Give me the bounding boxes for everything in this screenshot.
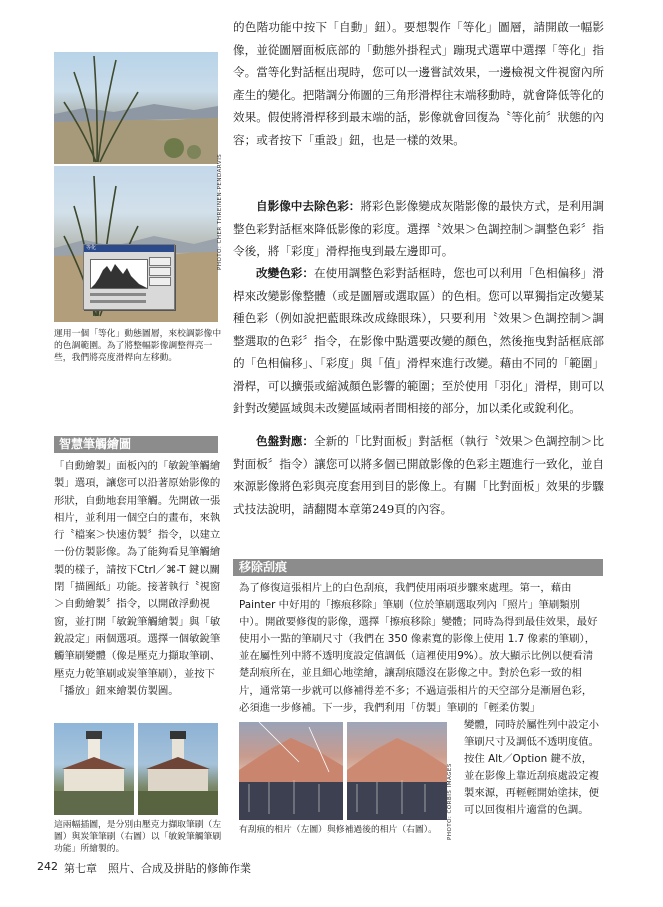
label-change-color: 改變色彩： [256,266,314,280]
scratched-illustration [239,722,343,820]
photo-credit-vertical-2: PHOTO: CORBIS IMAGES [447,763,453,840]
scratch-box-heading: 移除刮痕 [233,559,603,576]
brightness-slider[interactable] [90,293,146,296]
sidebar-body: 「自動繪製」面板內的「敏銳筆觸繪製」選項，讓您可以沿著原始影像的形狀，自動地套用筆觸。先開啟一張相片，並利用一個空白的畫布，來執行〝檔案＞快速仿製〞指令，以建立一份仿製影像。為了能夠看見筆觸繪製的樣子，請按下Ctrl／⌘-T 鍵以關閉「描圖紙」功能。接著執行〝視窗＞自動繪製〞指令，以開啟浮動視窗，並打開「敏銳筆觸繪製」與「敏銳設定」兩個選項。選擇一個敏銳筆觸筆刷變體（像是壓克力擷取筆刷、壓克力乾筆刷或炭筆筆刷），並按下「播放」鈕來繪製仿製圖。 [54,460,221,697]
dialog-reset-button[interactable] [149,277,171,286]
paragraph-remove-color [233,195,604,263]
lighthouse-left-illustration [54,723,134,815]
photo-credit-vertical: PHOTO: CHER THREINEN-PENDARVIS [217,153,223,270]
label-remove-color: 自影像中去除色彩： [256,199,361,213]
paragraph-match-palette [233,430,604,520]
repaired-illustration [347,722,447,820]
photo-repaired [347,722,447,820]
gamma-slider[interactable] [90,300,146,303]
chapter-title: 第七章 照片、合成及拼貼的修飾作業 [64,862,251,875]
photo-scratched [239,722,343,820]
caption-lighthouse: 這兩幅插圖，是分別由壓克力擷取筆刷（左圖）與炭筆筆刷（右圖）以「敏銳筆觸筆刷功能」所繪製的。 [54,820,222,854]
sidebar-heading: 智慧筆觸繪圖 [54,436,218,453]
lighthouse-right-illustration [138,723,218,815]
photo-desert-top [54,52,218,164]
scratch-box-tail: 變體，同時於屬性列中設定小筆刷尺寸及調低不透明度值。按住 Alt／Option 鍵不放，並在影像上靠近刮痕處設定複製來源，再輕輕開始塗抹，便可以回復相片適當的色調。 [464,719,600,817]
equalize-dialog [83,244,175,310]
dialog-ok-button[interactable] [149,257,171,266]
histogram-graph [91,260,147,288]
histogram [90,259,148,289]
caption-levels: 運用一個「等化」動態圖層，來校調影像中的色調範圍。為了將整幅影像調整得亮一些，我們將亮度滑桿向左移動。 [54,329,222,363]
caption-scratch: 有刮痕的相片（左圖）與修補過後的相片（右圖）。 [239,825,437,835]
paragraph-equalize: 的色階功能中按下「自動」鈕）。要想製作「等化」圖層，請開啟一幅影像，並從圖層面板底部的「動態外掛程式」蹦現式選單中選擇「等化」指令。當等化對話框出現時，您可以一邊嘗試效果，一邊檢視文件視窗內所產生的變化。把階調分佈圖的三角形滑桿往末端移動時，就會降低等化的效果。假使將滑桿移到最末端的話，影像就會回復為〝等化前〞狀態的內容；或者按下「重設」鈕，也是一樣的效果。 [233,20,605,147]
text-change-color: 在使用調整色彩對話框時，您也可以利用「色相偏移」滑桿來改變影像整體（或是圖層或選取區）的色相。您可以單獨指定改變某種色彩（例如說把藍眼珠改成綠眼珠），只要利用〝效果＞色調控制＞調整選取的色彩〞指令，在影像中點選要改變的顏色，然後拖曳對話框底部的「色相偏移」、「彩度」與「值」滑桿來進行改變。藉由不同的「範圍」滑桿，可以擴張或縮減顏色影響的範圍；至於使用「羽化」滑桿，則可以針對改變區域與未改變區域兩者間相接的部分，加以柔化或銳利化。 [233,266,605,415]
paragraph-change-color [233,262,604,420]
label-match-palette: 色盤對應： [256,434,314,448]
dialog-cancel-button[interactable] [149,267,171,276]
photo-lighthouse-charcoal [138,723,218,815]
text-remove-color: 將彩色影像變成灰階影像的最快方式，是利用調整色彩對話框來降低影像的彩度。選擇〝效果＞色調控制＞調整色彩〞指令後，將「彩度」滑桿拖曳到最左邊即可。 [233,199,605,258]
scratch-box-body: 為了修復這張相片上的白色刮痕，我們使用兩項步驟來處理。第一，藉由 Painter 中好用的「擦痕移除」筆刷（位於筆刷選取列內「照片」筆刷類別中）。開啟要修復的影像，選擇「擦痕移除」變體；同時為得到最佳效果，最好使用小一點的筆刷尺寸（我們在 350 像素寬的影像上使用 1.7 像素的筆刷），並在屬性列中將不透明度設定值調低（這裡使用9%）。放大顯示比例以便看清楚刮痕所在，並且細心地塗繪，讓刮痕隱沒在影像之中。對於色彩一致的相片，通常第一步就可以修補得差不多；不過這張相片的天空部分是漸層色彩，必須進一步修補。下一步，我們利用「仿製」筆刷的「輕柔仿製」 [239,582,598,714]
desert-top-illustration [54,52,218,164]
dialog-title: 等化 [84,245,174,252]
page-number: 242 [37,860,58,873]
text-match-palette: 全新的「比對面板」對話框（執行〝效果＞色調控制＞比對面板〞指令）讓您可以將多個已開啟影像的色彩主題進行一致化，並自來源影像將色彩與亮度套用到目的影像上。有關「比對面板」效果的步驟式技法說明，請翻閱本章第249頁的內容。 [233,434,605,516]
photo-lighthouse-acrylic [54,723,134,815]
